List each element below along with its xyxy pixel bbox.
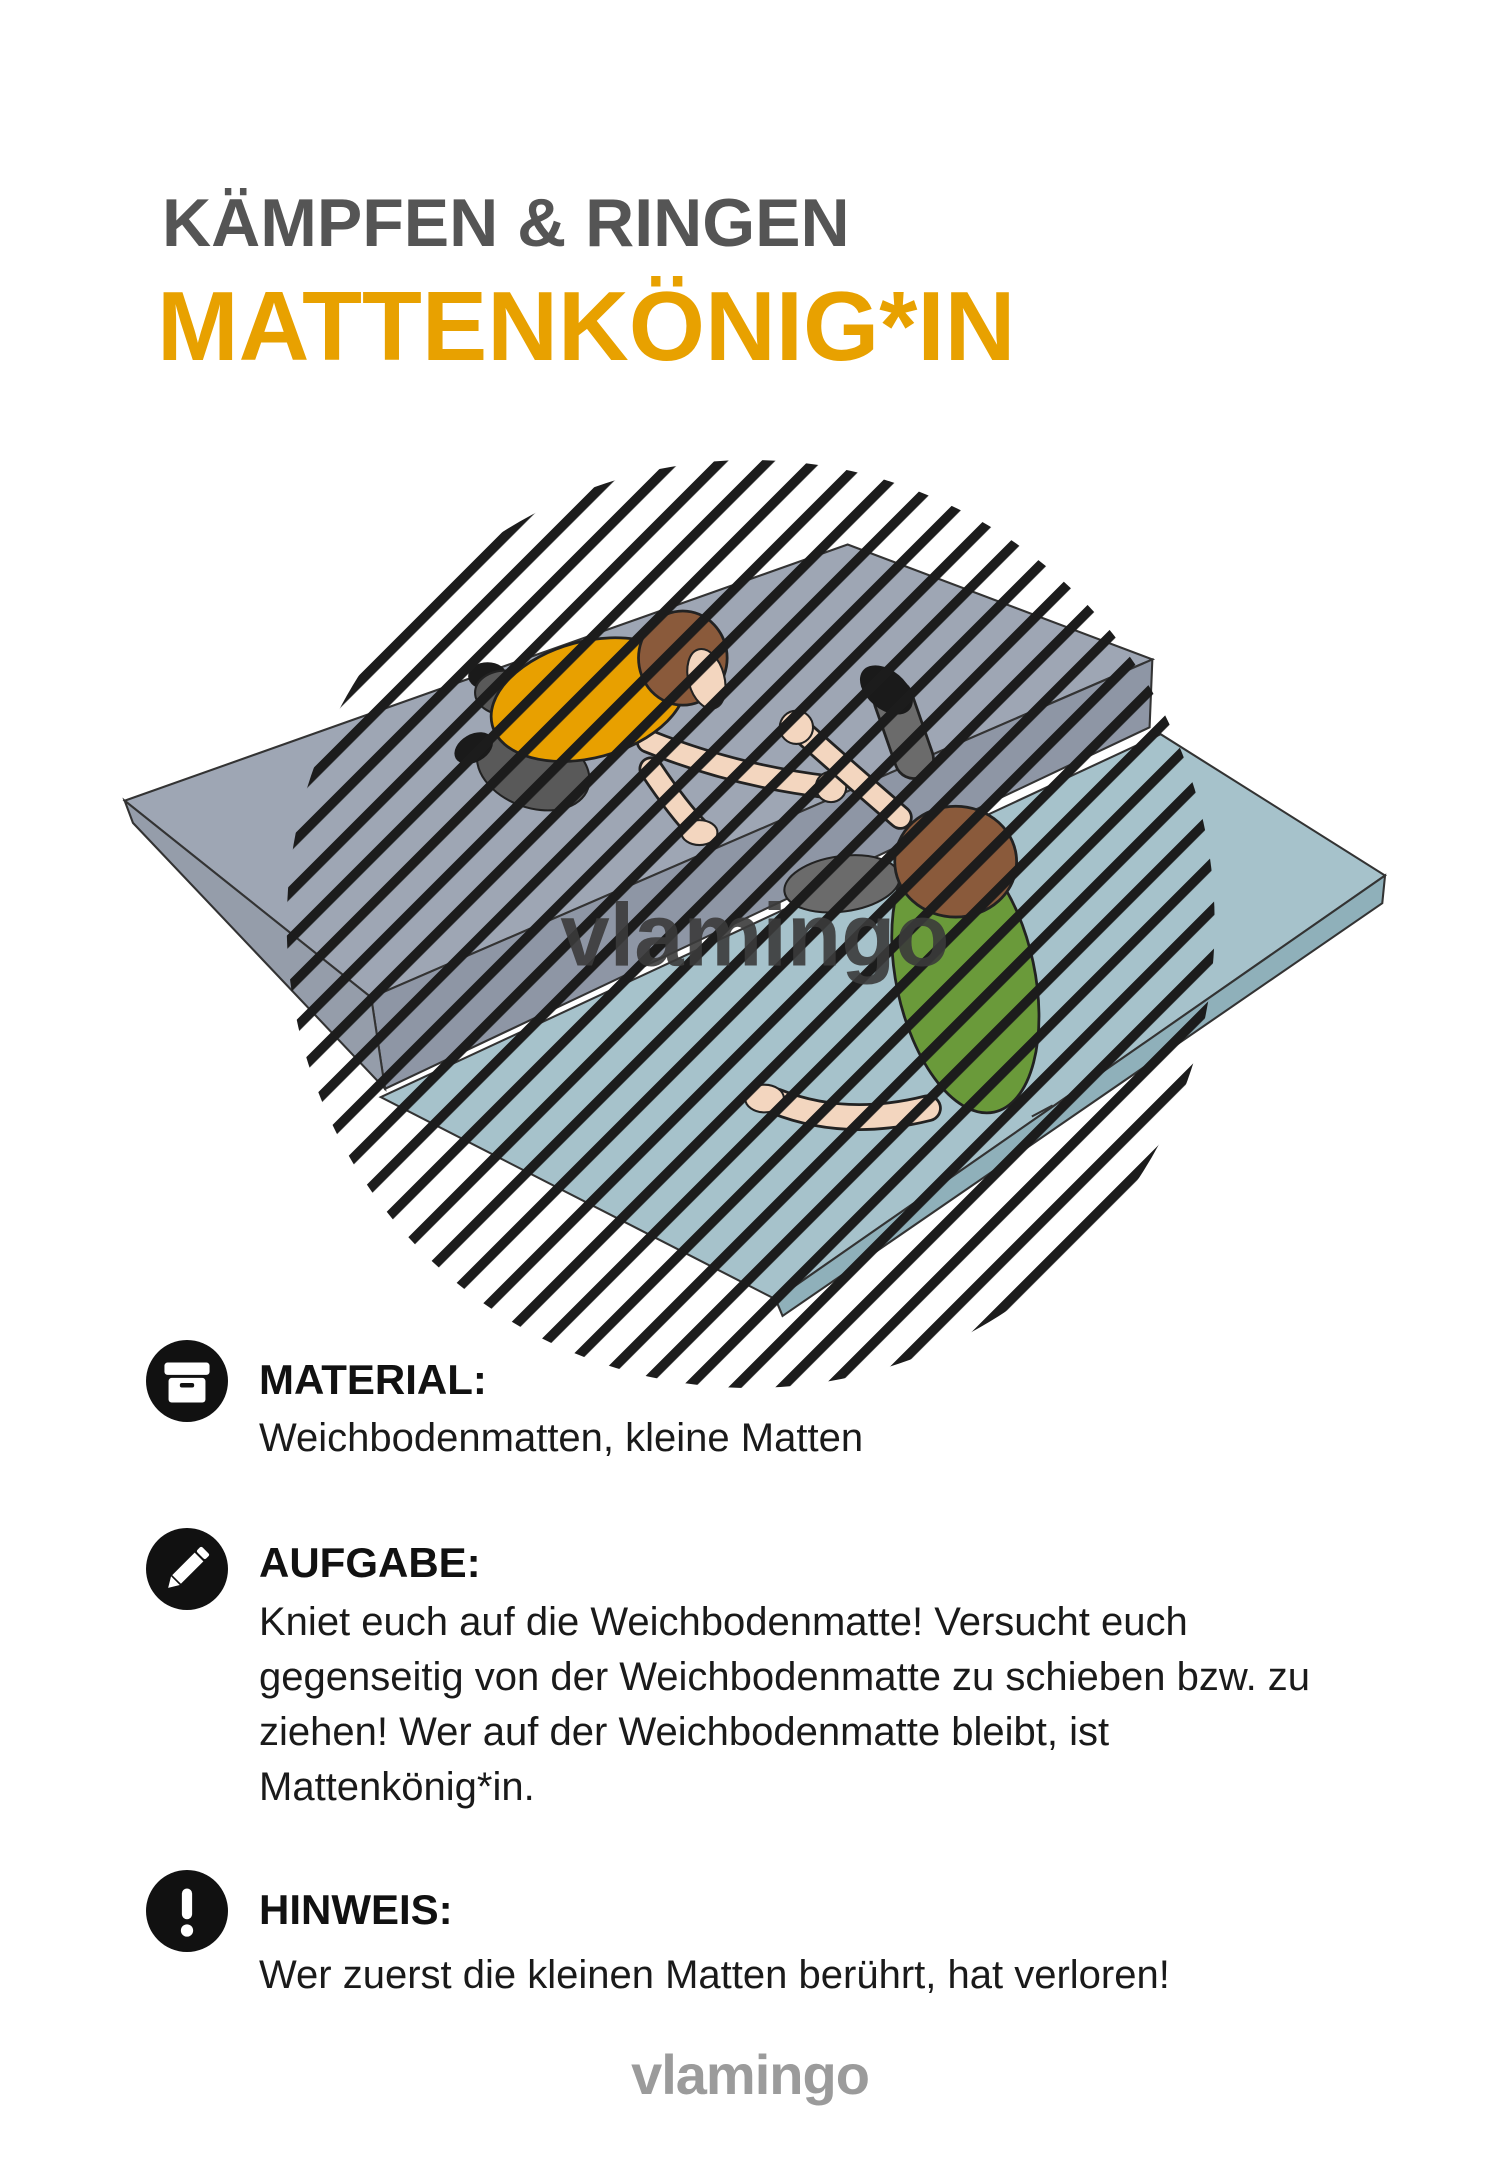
pencil-icon xyxy=(146,1528,228,1610)
category-title: KÄMPFEN & RINGEN xyxy=(162,185,850,261)
aufgabe-heading: AUFGABE: xyxy=(259,1539,481,1586)
aufgabe-line: gegenseitig von der Weichbodenmatte zu schieben bzw. zu xyxy=(259,1655,1311,1699)
aufgabe-line: ziehen! Wer auf der Weichbodenmatte bleibt, ist xyxy=(259,1710,1110,1754)
page-title: MATTENKÖNIG*IN xyxy=(157,271,1016,381)
archive-box-icon xyxy=(146,1340,228,1422)
watermark-logo: vlamingo xyxy=(560,885,950,985)
hinweis-heading: HINWEIS: xyxy=(259,1886,453,1933)
hinweis-text xyxy=(259,1948,1170,2003)
aufgabe-line: Kniet euch auf die Weichbodenmatte! Versucht euch xyxy=(259,1600,1188,1644)
aufgabe-line: Mattenkönig*in. xyxy=(259,1765,535,1809)
hinweis-line: Wer zuerst die kleinen Matten berührt, hat verloren! xyxy=(259,1953,1170,1997)
material-line: Weichbodenmatten, kleine Matten xyxy=(259,1416,864,1460)
material-heading: MATERIAL: xyxy=(259,1356,487,1403)
footer-logo: vlamingo xyxy=(631,2043,869,2106)
material-text xyxy=(259,1411,863,1466)
aufgabe-text xyxy=(259,1595,1310,1815)
exclamation-icon xyxy=(146,1870,228,1952)
